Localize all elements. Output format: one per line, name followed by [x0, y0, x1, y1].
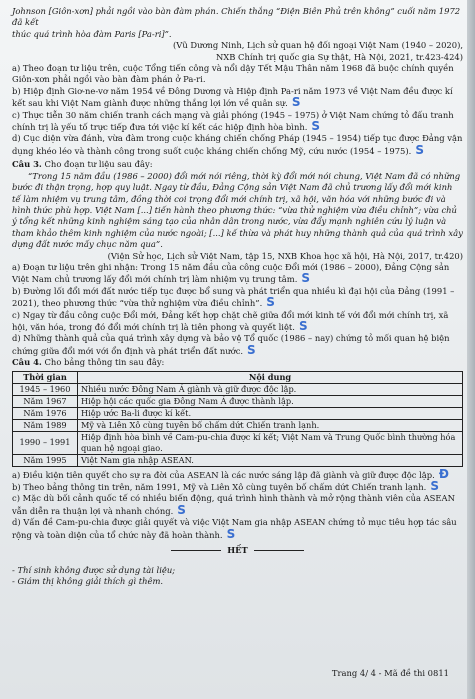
intro-citation-2: NXB Chính trị quốc gia Sự thật, Hà Nội, 2021, tr.423-424)	[215, 51, 463, 62]
handwritten-mark: S	[301, 271, 311, 286]
table-cell-content: Hiệp định hòa bình về Cam-pu-chia được kí kết; Việt Nam và Trung Quốc bình thường hóa quan hệ ngoại giao.	[78, 431, 463, 454]
table-cell-time: Năm 1976	[13, 407, 78, 419]
table-cell-time: Năm 1967	[13, 395, 78, 407]
q2-statement-c: c) Thực tiễn 30 năm chiến tranh cách mạng và giải phóng (1945 – 1975) ở Việt Nam chứng tỏ đấu tranh chính trị là yếu tố trực tiếp đưa tới việc kí kết các hiệp định hòa bình. S	[12, 109, 454, 134]
q4-statement-d: d) Vấn đề Cam-pu-chia được giải quyết và việc Việt Nam gia nhập ASEAN chứng tỏ mục tiêu hợp tác sâu rộng và toàn diện của tổ chức này đã hoàn thành. S	[12, 517, 457, 541]
table-row	[13, 419, 463, 431]
intro-citation-1: (Vũ Dương Ninh, Lịch sử quan hệ đối ngoại Việt Nam (1940 – 2020),	[173, 40, 463, 51]
intro-line-2: thúc quá trình hòa đàm Paris [Pa-ri]”.	[12, 28, 172, 39]
table-cell-content: Việt Nam gia nhập ASEAN.	[78, 454, 463, 466]
q3-heading: Câu 3. Cho đoạn tư liệu sau đây:	[12, 159, 153, 170]
handwritten-mark: S	[266, 295, 275, 310]
table-cell-content: Mỹ và Liên Xô cùng tuyên bố chấm dứt Chiến tranh lạnh.	[78, 419, 463, 431]
q3-statement-b: b) Đường lối đổi mới đất nước tiếp tục được bổ sung và phát triển qua nhiều kì đại hội của Đảng (1991 – 2021), theo phương thức “vừa thử nghiệm vừa điều chỉnh”. S	[12, 285, 455, 310]
q2-statement-b: b) Hiệp định Giơ-ne-vơ năm 1954 về Đông Dương và Hiệp định Pa-ri năm 1973 về Việt Nam đều được kí kết sau khi Việt Nam giành được những thắng lợi lớn về quân sự. S	[12, 85, 453, 110]
table-cell-time: Năm 1989	[13, 419, 78, 431]
table-row	[13, 454, 463, 466]
table-cell-time: 1945 – 1960	[13, 383, 78, 395]
table-row	[13, 431, 463, 454]
q4-statement-c: c) Mặc dù bối cảnh quốc tế có nhiều biến động, quá trình hình thành và mở rộng thành viên của ASEAN vẫn diễn ra thuận lợi và nhanh chóng. S	[12, 493, 455, 517]
question-3	[12, 159, 463, 357]
table-row	[13, 383, 463, 395]
table-row	[13, 395, 463, 407]
handwritten-mark: S	[226, 526, 236, 541]
end-marker: HẾT	[12, 545, 463, 556]
q3-statement-c: c) Ngay từ đầu công cuộc Đổi mới, Đảng kết hợp chặt chẽ giữa đổi mới kinh tế với đổi mới chính trị, xã hội, văn hóa, trong đó đổi mới chính trị là tiên phong và quyết liệt. S	[12, 309, 449, 333]
q2-statements	[12, 63, 463, 157]
handwritten-mark: S	[247, 342, 256, 357]
page-edge-shadow	[467, 0, 475, 699]
q4-heading: Câu 4. Cho bảng thông tin sau đây:	[12, 357, 165, 368]
q3-statement-a: a) Đoạn tư liệu trên ghi nhận: Trong 15 năm đầu của công cuộc Đổi mới (1986 – 2000), Đảng Cộng sản Việt Nam chủ trương lấy đổi mới chính trị làm nhiệm vụ trung tâm. S	[12, 261, 450, 286]
info-table	[12, 371, 463, 467]
q3-statement-d: d) Những thành quả của quá trình xây dựng và bảo vệ Tổ quốc (1986 – nay) chứng tỏ mối quan hệ biện chứng giữa đổi mới với ổn định và phát triển đất nước. S	[12, 333, 450, 357]
table-cell-content: Hiệp hội các quốc gia Đông Nam Á được thành lập.	[78, 395, 463, 407]
q3-quote: “Trong 15 năm đầu (1986 – 2000) đổi mới nói riêng, thời kỳ đổi mới nói chung, Việt Nam đã có những bước đi thận trọng, hợp quy luật. Ngay từ đầu, Đảng Cộng sản Việt Nam đã chủ trương lấy đổi mới kinh tế làm nhiệm vụ trung tâm, đồng thời coi trọng đổi mới chính trị, xã hội, văn hóa với những bước đi và hình thức phù hợp. Việt Nam [...] tiến hành theo phương thức: “vừa thử nghiệm vừa điều chỉnh”; vừa chủ ý tổng kết những kinh nghiệm sáng tạo của nhân dân trong nước, vừa đẩy mạnh nghiên cứu lý luận và tham khảo thêm kinh nghiệm của nước ngoài; [...] kế thừa và phát huy những thành quả của quá trình xây dựng đất nước mấy chục năm qua”.	[12, 170, 463, 250]
note-line: - Thí sinh không được sử dụng tài liệu;	[12, 564, 176, 575]
q4-statement-b: b) Theo bảng thông tin trên, năm 1991, Mỹ và Liên Xô cùng tuyên bố chấm dứt Chiến tranh lạnh. S	[12, 479, 440, 493]
question-4	[12, 357, 463, 541]
intro-quote	[12, 6, 463, 63]
handwritten-mark: S	[177, 502, 186, 517]
handwritten-mark: S	[430, 479, 440, 493]
table-header-row	[13, 371, 463, 383]
table-cell-time: Năm 1995	[13, 454, 78, 466]
q2-statement-d: d) Cục diện vừa đánh, vừa đàm trong cuộc kháng chiến chống Pháp (1945 – 1954) tiếp tục được Đảng vận dụng khéo léo và thành công trong suốt cuộc kháng chiến chống Mỹ, cứu nước (1954 – 1975). S	[12, 133, 463, 157]
handwritten-mark: S	[311, 119, 321, 134]
table-cell-content: Hiệp ước Ba-li được kí kết.	[78, 407, 463, 419]
handwritten-mark: Đ	[438, 466, 449, 481]
table-header-time: Thời gian	[13, 371, 78, 383]
q3-citation: (Viện Sử học, Lịch sử Việt Nam, tập 15, NXB Khoa học xã hội, Hà Nội, 2017, tr.420)	[107, 250, 463, 261]
table-cell-time: 1990 – 1991	[13, 431, 78, 454]
page-footer: Trang 4/ 4 - Mã đề thi 0811	[331, 667, 449, 678]
table-header-content: Nội dung	[78, 371, 463, 383]
table-row	[13, 407, 463, 419]
intro-line-1: Johnson [Giôn-xơn] phải ngồi vào bàn đàm phán. Chiến thắng “Điện Biên Phủ trên không” cuối năm 1972 đã kết	[12, 6, 461, 28]
note-line: - Giám thị không giải thích gì thêm.	[12, 576, 164, 587]
table-cell-content: Nhiều nước Đông Nam Á giành và giữ được độc lập.	[78, 383, 463, 395]
handwritten-mark: S	[291, 95, 301, 110]
q2-statement-a: a) Theo đoạn tư liệu trên, cuộc Tổng tiến công và nổi dậy Tết Mậu Thân năm 1968 đã buộc chính quyền Giôn-xơn phải ngồi vào bàn đàm phán ở Pa-ri.	[12, 63, 454, 85]
handwritten-mark: S	[415, 142, 424, 157]
exam-notes	[12, 565, 463, 588]
handwritten-mark: S	[298, 318, 308, 333]
q4-statement-a: a) Điều kiện tiên quyết cho sự ra đời của ASEAN là các nước sáng lập đã giành và giữ được độc lập. Đ	[12, 466, 449, 481]
